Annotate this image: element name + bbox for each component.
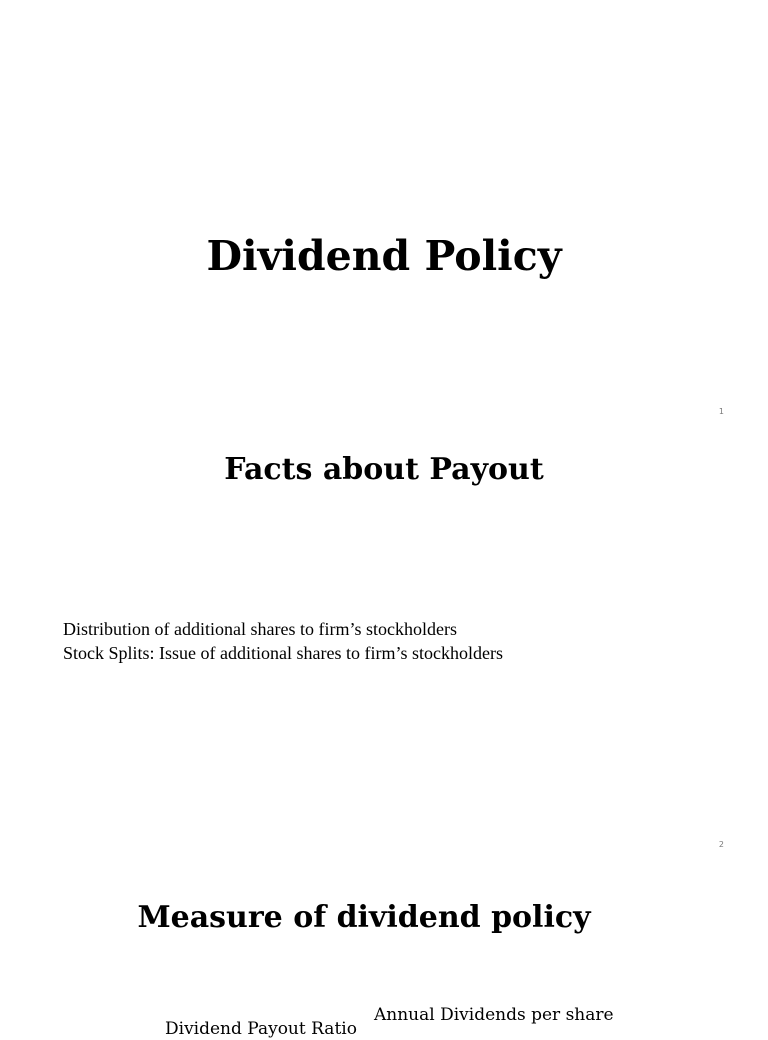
slide-1 — [0, 0, 768, 430]
slide-3 — [0, 863, 768, 1039]
page-number: 1 — [718, 407, 724, 416]
slide-title: Dividend Policy — [206, 232, 562, 280]
slide-title: Facts about Payout — [224, 452, 544, 487]
page-number: 2 — [718, 840, 724, 849]
slide-title: Measure of dividend policy — [137, 900, 591, 935]
slide-2 — [0, 430, 768, 863]
formula-label: Dividend Payout Ratio — [165, 1019, 357, 1039]
bullet-line: Stock Splits: Issue of additional shares to firm’s stockholders — [63, 643, 503, 663]
bullet-line: Distribution of additional shares to firm’s stockholders — [63, 619, 457, 639]
formula-numerator: Annual Dividends per share — [374, 1005, 614, 1025]
